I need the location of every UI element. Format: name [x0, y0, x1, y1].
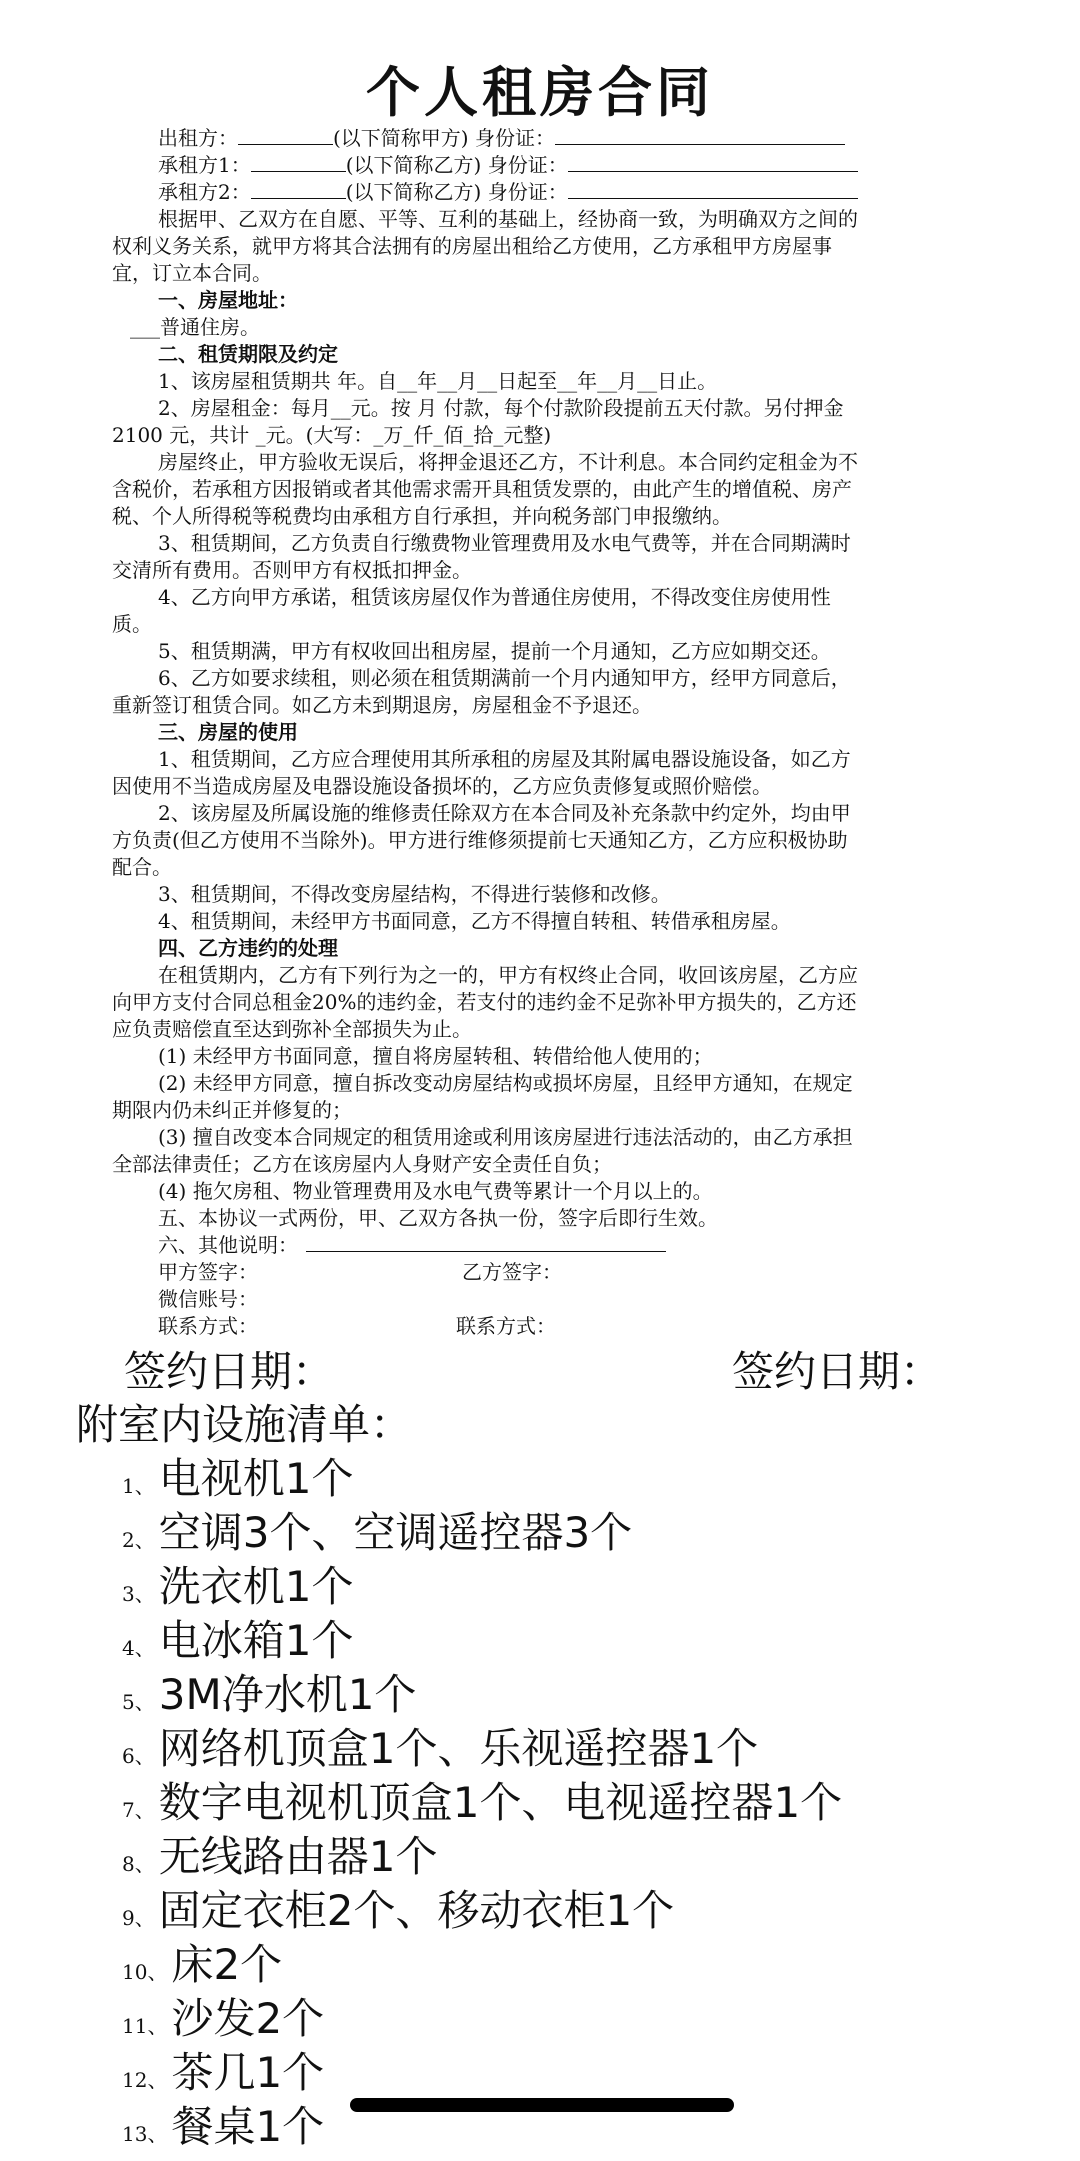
clause-line: 期限内仍未纠正并修复的； [112, 1098, 352, 1122]
facility-item: 8、无线路由器1个 [122, 1832, 438, 1881]
clause-line: (2) 未经甲方同意，擅自拆改变动房屋结构或损坏房屋，且经甲方通知，在规定 [158, 1071, 853, 1095]
clause-line: 应负责赔偿直至达到弥补全部损失为止。 [112, 1017, 472, 1041]
intro-line: 根据甲、乙双方在自愿、平等、互利的基础上，经协商一致，为明确双方之间的 [158, 207, 858, 231]
clause-line: 税、个人所得税等税费均由承租方自行承担，并向税务部门申报缴纳。 [112, 504, 732, 528]
clause-line: 在租赁期内，乙方有下列行为之一的，甲方有权终止合同，收回该房屋，乙方应 [158, 963, 858, 987]
contact-b-label: 联系方式： [456, 1314, 556, 1338]
facility-item: 11、沙发2个 [122, 1994, 325, 2043]
lessee2-line: 承租方2： (以下简称乙方) 身份证： [158, 179, 1008, 206]
intro-line: 宜，订立本合同。 [112, 261, 272, 285]
clause-line: 5、租赁期满，甲方有权收回出租房屋，提前一个月通知，乙方应如期交还。 [158, 639, 831, 663]
facilities-heading: 附室内设施清单： [76, 1400, 413, 1449]
contact-a-label: 联系方式： [158, 1314, 258, 1338]
clause-line: 全部法律责任；乙方在该房屋内人身财产安全责任自负； [112, 1152, 612, 1176]
lessee1-line: 承租方1： (以下简称乙方) 身份证： [158, 152, 1008, 179]
facility-item: 10、床2个 [122, 1940, 283, 1989]
section1-heading: 一、房屋地址： [158, 288, 298, 312]
party-b-signature-label: 乙方签字： [462, 1260, 562, 1284]
clause-line: 质。 [112, 612, 152, 636]
sign-date-left: 签约日期： [124, 1347, 335, 1396]
home-indicator[interactable] [350, 2098, 734, 2112]
facility-item: 5、3M净水机1个 [122, 1670, 417, 1719]
clause-line: 交清所有费用。否则甲方有权抵扣押金。 [112, 558, 472, 582]
clause-line: 含税价，若承租方因报销或者其他需求需开具租赁发票的，由此产生的增值税、房产 [112, 477, 852, 501]
facility-item: 7、数字电视机顶盒1个、电视遥控器1个 [122, 1778, 843, 1827]
facility-item: 2、空调3个、空调遥控器3个 [122, 1508, 633, 1557]
clause-line: 因使用不当造成房屋及电器设施设备损坏的，乙方应负责修复或照价赔偿。 [112, 774, 772, 798]
facility-item: 3、洗衣机1个 [122, 1562, 354, 1611]
page-title: 个人租房合同 [366, 61, 714, 124]
clause-line: 2、房屋租金：每月__元。按 月 付款，每个付款阶段提前五天付款。另付押金 [158, 396, 844, 420]
facility-item: 1、电视机1个 [122, 1454, 354, 1503]
sign-date-right: 签约日期： [732, 1347, 943, 1396]
clause-line: 方负责(但乙方使用不当除外)。甲方进行维修须提前七天通知乙方，乙方应积极协助 [112, 828, 848, 852]
clause-line: 重新签订租赁合同。如乙方未到期退房，房屋租金不予退还。 [112, 693, 652, 717]
house-address: ___普通住房。 [130, 315, 260, 339]
party-a-signature-label: 甲方签字： [158, 1260, 258, 1284]
clause-line: 1、该房屋租赁期共 年。自__年__月__日起至__年__月__日止。 [158, 369, 718, 393]
facility-item: 6、网络机顶盒1个、乐视遥控器1个 [122, 1724, 759, 1773]
facility-item: 9、固定衣柜2个、移动衣柜1个 [122, 1886, 675, 1935]
clause-line: (3) 擅自改变本合同规定的租赁用途或利用该房屋进行违法活动的，由乙方承担 [158, 1125, 853, 1149]
lessor-line: 出租方： (以下简称甲方) 身份证： [158, 125, 1008, 152]
section5-line: 五、本协议一式两份，甲、乙双方各执一份，签字后即行生效。 [158, 1206, 718, 1230]
clause-line: 向甲方支付合同总租金20%的违约金，若支付的违约金不足弥补甲方损失的，乙方还 [112, 990, 857, 1014]
section6-line: 六、其他说明： [158, 1232, 1008, 1259]
clause-line: 2100 元，共计 _元。(大写：_万_仟_佰_拾_元整) [112, 423, 552, 447]
intro-line: 权利义务关系，就甲方将其合法拥有的房屋出租给乙方使用，乙方承租甲方房屋事 [112, 234, 832, 258]
facility-item: 12、茶几1个 [122, 2048, 325, 2097]
clause-line: 房屋终止，甲方验收无误后，将押金退还乙方，不计利息。本合同约定租金为不 [158, 450, 858, 474]
clause-line: 配合。 [112, 855, 172, 879]
facility-item: 13、餐桌1个 [122, 2102, 325, 2151]
clause-line: (1) 未经甲方书面同意，擅自将房屋转租、转借给他人使用的； [158, 1044, 713, 1068]
clause-line: 2、该房屋及所属设施的维修责任除双方在本合同及补充条款中约定外，均由甲 [158, 801, 851, 825]
clause-line: (4) 拖欠房租、物业管理费用及水电气费等累计一个月以上的。 [158, 1179, 713, 1203]
wechat-label: 微信账号： [158, 1287, 258, 1311]
clause-line: 3、租赁期间，不得改变房屋结构，不得进行装修和改修。 [158, 882, 671, 906]
clause-line: 4、租赁期间，未经甲方书面同意，乙方不得擅自转租、转借承租房屋。 [158, 909, 791, 933]
clause-line: 4、乙方向甲方承诺，租赁该房屋仅作为普通住房使用，不得改变住房使用性 [158, 585, 831, 609]
section4-heading: 四、乙方违约的处理 [158, 936, 338, 960]
clause-line: 3、租赁期间，乙方负责自行缴费物业管理费用及水电气费等，并在合同期满时 [158, 531, 851, 555]
section2-heading: 二、租赁期限及约定 [158, 342, 338, 366]
section3-heading: 三、房屋的使用 [158, 720, 298, 744]
clause-line: 1、租赁期间，乙方应合理使用其所承租的房屋及其附属电器设施设备，如乙方 [158, 747, 851, 771]
facility-item: 4、电冰箱1个 [122, 1616, 354, 1665]
clause-line: 6、乙方如要求续租，则必须在租赁期满前一个月内通知甲方，经甲方同意后， [158, 666, 851, 690]
